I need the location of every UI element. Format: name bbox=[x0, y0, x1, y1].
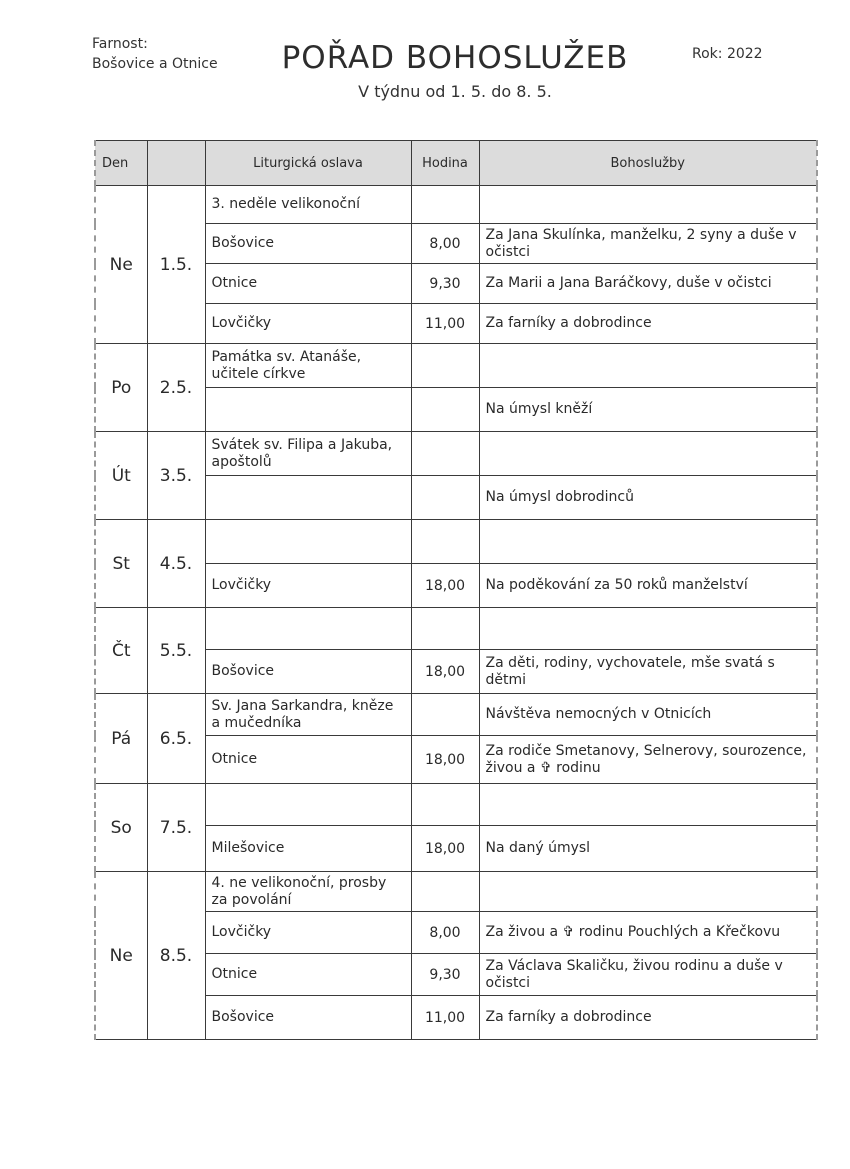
table-header-row bbox=[95, 141, 817, 186]
service-cell bbox=[479, 344, 817, 388]
hour-cell bbox=[411, 388, 479, 432]
date-cell: 6.5. bbox=[147, 694, 205, 784]
celebration-cell: Lovčičky bbox=[205, 564, 411, 608]
parish-name: Bošovice a Otnice bbox=[92, 56, 218, 72]
table-row bbox=[95, 872, 817, 912]
celebration-cell bbox=[205, 520, 411, 564]
table-row bbox=[95, 186, 817, 224]
col-header-day: Den bbox=[95, 141, 147, 186]
date-cell: 8.5. bbox=[147, 872, 205, 1040]
celebration-cell: Svátek sv. Filipa a Jakuba, apoštolů bbox=[205, 432, 411, 476]
hour-cell: 9,30 bbox=[411, 264, 479, 304]
year-label: Rok: 2022 bbox=[692, 46, 763, 62]
service-cell: Na úmysl kněží bbox=[479, 388, 817, 432]
celebration-cell: 4. ne velikonoční, prosby za povolání bbox=[205, 872, 411, 912]
service-cell: Za farníky a dobrodince bbox=[479, 304, 817, 344]
celebration-cell: Bošovice bbox=[205, 650, 411, 694]
table-row bbox=[95, 784, 817, 826]
hour-cell: 11,00 bbox=[411, 304, 479, 344]
service-cell bbox=[479, 872, 817, 912]
hour-cell bbox=[411, 476, 479, 520]
hour-cell: 8,00 bbox=[411, 224, 479, 264]
service-cell: Za děti, rodiny, vychovatele, mše svatá s dětmi bbox=[479, 650, 817, 694]
service-cell bbox=[479, 432, 817, 476]
service-cell bbox=[479, 608, 817, 650]
celebration-cell: Sv. Jana Sarkandra, kněze a mučedníka bbox=[205, 694, 411, 736]
page-title: POŘAD BOHOSLUŽEB bbox=[281, 40, 629, 76]
date-cell: 5.5. bbox=[147, 608, 205, 694]
service-cell: Za Marii a Jana Baráčkovy, duše v očistci bbox=[479, 264, 817, 304]
celebration-cell bbox=[205, 784, 411, 826]
col-header-services: Bohoslužby bbox=[479, 141, 817, 186]
hour-cell bbox=[411, 344, 479, 388]
table-row bbox=[95, 608, 817, 650]
day-cell: Pá bbox=[95, 694, 147, 784]
hour-cell bbox=[411, 784, 479, 826]
date-cell: 3.5. bbox=[147, 432, 205, 520]
date-cell: 7.5. bbox=[147, 784, 205, 872]
celebration-cell: Lovčičky bbox=[205, 912, 411, 954]
hour-cell bbox=[411, 432, 479, 476]
service-cell: Na daný úmysl bbox=[479, 826, 817, 872]
celebration-cell: Otnice bbox=[205, 954, 411, 996]
service-cell: Za rodiče Smetanovy, Selnerovy, sourozence, živou a ✞ rodinu bbox=[479, 736, 817, 784]
celebration-cell bbox=[205, 608, 411, 650]
celebration-cell: Památka sv. Atanáše, učitele církve bbox=[205, 344, 411, 388]
celebration-cell: 3. neděle velikonoční bbox=[205, 186, 411, 224]
celebration-cell: Milešovice bbox=[205, 826, 411, 872]
celebration-cell: Lovčičky bbox=[205, 304, 411, 344]
celebration-cell: Bošovice bbox=[205, 224, 411, 264]
day-cell: Čt bbox=[95, 608, 147, 694]
celebration-cell: Otnice bbox=[205, 736, 411, 784]
hour-cell: 18,00 bbox=[411, 650, 479, 694]
service-cell: Návštěva nemocných v Otnicích bbox=[479, 694, 817, 736]
hour-cell bbox=[411, 186, 479, 224]
hour-cell: 11,00 bbox=[411, 996, 479, 1040]
date-cell: 2.5. bbox=[147, 344, 205, 432]
hour-cell bbox=[411, 872, 479, 912]
service-cell: Na poděkování za 50 roků manželství bbox=[479, 564, 817, 608]
day-cell: Ne bbox=[95, 872, 147, 1040]
parish-label: Farnost: bbox=[92, 36, 148, 52]
service-cell bbox=[479, 784, 817, 826]
service-cell: Za Jana Skulínka, manželku, 2 syny a duše v očistci bbox=[479, 224, 817, 264]
hour-cell: 18,00 bbox=[411, 564, 479, 608]
table-row bbox=[95, 432, 817, 476]
service-cell bbox=[479, 520, 817, 564]
hour-cell: 18,00 bbox=[411, 736, 479, 784]
hour-cell: 18,00 bbox=[411, 826, 479, 872]
service-cell: Za Václava Skaličku, živou rodinu a duše v očistci bbox=[479, 954, 817, 996]
date-cell: 1.5. bbox=[147, 186, 205, 344]
day-cell: So bbox=[95, 784, 147, 872]
hour-cell bbox=[411, 608, 479, 650]
celebration-cell bbox=[205, 388, 411, 432]
celebration-cell bbox=[205, 476, 411, 520]
day-cell: St bbox=[95, 520, 147, 608]
service-cell: Za farníky a dobrodince bbox=[479, 996, 817, 1040]
table-row bbox=[95, 520, 817, 564]
schedule-table bbox=[94, 140, 818, 1040]
col-header-celebration: Liturgická oslava bbox=[205, 141, 411, 186]
celebration-cell: Otnice bbox=[205, 264, 411, 304]
col-header-date bbox=[147, 141, 205, 186]
table-row bbox=[95, 344, 817, 388]
day-cell: Út bbox=[95, 432, 147, 520]
hour-cell: 8,00 bbox=[411, 912, 479, 954]
date-cell: 4.5. bbox=[147, 520, 205, 608]
hour-cell bbox=[411, 520, 479, 564]
hour-cell: 9,30 bbox=[411, 954, 479, 996]
day-cell: Ne bbox=[95, 186, 147, 344]
service-cell: Na úmysl dobrodinců bbox=[479, 476, 817, 520]
table-row bbox=[95, 694, 817, 736]
celebration-cell: Bošovice bbox=[205, 996, 411, 1040]
day-cell: Po bbox=[95, 344, 147, 432]
service-cell: Za živou a ✞ rodinu Pouchlých a Křečkovu bbox=[479, 912, 817, 954]
hour-cell bbox=[411, 694, 479, 736]
schedule-body bbox=[95, 186, 817, 1040]
service-cell bbox=[479, 186, 817, 224]
col-header-hour: Hodina bbox=[411, 141, 479, 186]
page-subtitle: V týdnu od 1. 5. do 8. 5. bbox=[358, 82, 552, 101]
